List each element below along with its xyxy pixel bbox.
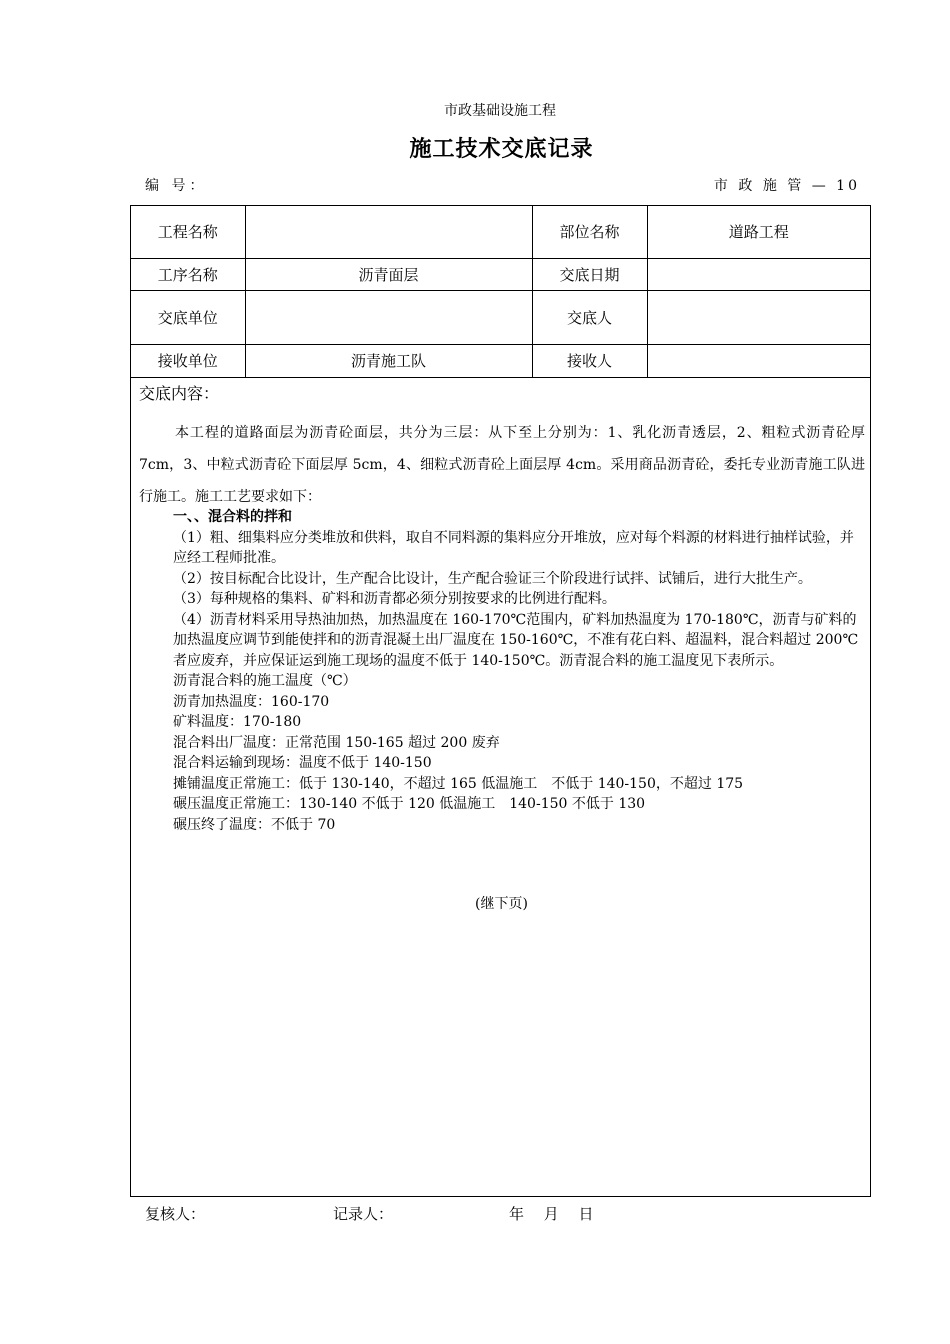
briefer-label: 交底人 (532, 290, 647, 344)
list-item: 沥青加热温度：160-170 (173, 693, 330, 710)
table-row (131, 206, 870, 258)
list-item: （3）每种规格的集料、矿料和沥青都必须分别按要求的比例进行配料。 (173, 591, 616, 607)
list-item: （2）按目标配合比设计，生产配合比设计，生产配合验证三个阶段进行试拌、试铺后，进行大批生产。 (173, 570, 812, 587)
briefer-value (647, 290, 870, 344)
receiver-value (647, 344, 870, 377)
list-item: 混合料运输到现场：温度不低于 140-150 (173, 755, 432, 771)
content-label: 交底内容： (139, 384, 220, 403)
continuation-note: (继下页) (475, 896, 528, 912)
serial-number-label: 编 号： (145, 178, 208, 194)
list-item: 混合料出厂温度：正常范围 150-165 超过 200 废弃 (173, 734, 500, 751)
content-body (173, 507, 865, 835)
reviewer-label: 复核人： (145, 1205, 206, 1223)
list-item: 碾压温度正常施工：130-140 不低于 120 低温施工 140-150 不低于 130 (173, 796, 646, 812)
process-name-label: 工序名称 (131, 258, 245, 290)
document-subtitle: 市政基础设施工程 (444, 103, 556, 119)
list-item: 矿料温度：170-180 (173, 714, 302, 730)
form-code: 市 政 施 管 — 10 (713, 178, 860, 194)
section-name-label: 部位名称 (532, 206, 647, 258)
briefing-date-value (647, 258, 870, 290)
date-label: 年 月 日 (509, 1205, 594, 1223)
receiving-unit-value: 沥青施工队 (245, 344, 532, 377)
list-item: （4）沥青材料采用导热油加热，加热温度在 160-170℃范围内，矿料加热温度为 170-180℃，沥青与矿料的加热温度应调节到能使拌和的沥青混凝土出厂温度在 150-160℃，不准有花白料、超温料，混合料超过 200℃者应废弃，并应保证运到施工现场的温度不低于 140-150℃。沥青混合料的施工温度见下表所示。 (173, 611, 859, 669)
receiver-label: 接收人 (532, 344, 647, 377)
recorder-label: 记录人： (333, 1205, 394, 1223)
intro-paragraph: 本工程的道路面层为沥青砼面层，共分为三层：从下至上分别为：1、乳化沥青透层，2、粗粒式沥青砼厚 7cm，3、中粒式沥青砼下面层厚 5cm，4、细粒式沥青砼上面层厚 4cm。采用商品沥青砼，委托专业沥青施工队进行施工。施工工艺要求如下： (139, 425, 865, 505)
section-name-value: 道路工程 (647, 206, 870, 258)
table-row (131, 258, 870, 290)
record-form (130, 205, 871, 1197)
document-title: 施工技术交底记录 (409, 136, 594, 162)
process-name-value: 沥青面层 (245, 258, 532, 290)
list-item: （1）粗、细集料应分类堆放和供料，取自不同料源的集料应分开堆放，应对每个料源的材料进行抽样试验，并应经工程师批准。 (173, 529, 854, 566)
list-item: 沥青混合料的施工温度（℃） (173, 673, 357, 689)
briefing-date-label: 交底日期 (532, 258, 647, 290)
project-name-value (245, 206, 532, 258)
section-heading: 一、、混合料的拌和 (173, 509, 292, 525)
receiving-unit-label: 接收单位 (131, 344, 245, 377)
table-row (131, 290, 870, 344)
project-name-label: 工程名称 (131, 206, 245, 258)
briefing-unit-label: 交底单位 (131, 290, 245, 344)
list-item: 碾压终了温度：不低于 70 (173, 816, 336, 833)
table-row (131, 344, 870, 377)
info-table (131, 206, 870, 378)
list-item: 摊铺温度正常施工：低于 130-140，不超过 165 低温施工 不低于 140-150，不超过 175 (173, 775, 744, 792)
briefing-unit-value (245, 290, 532, 344)
